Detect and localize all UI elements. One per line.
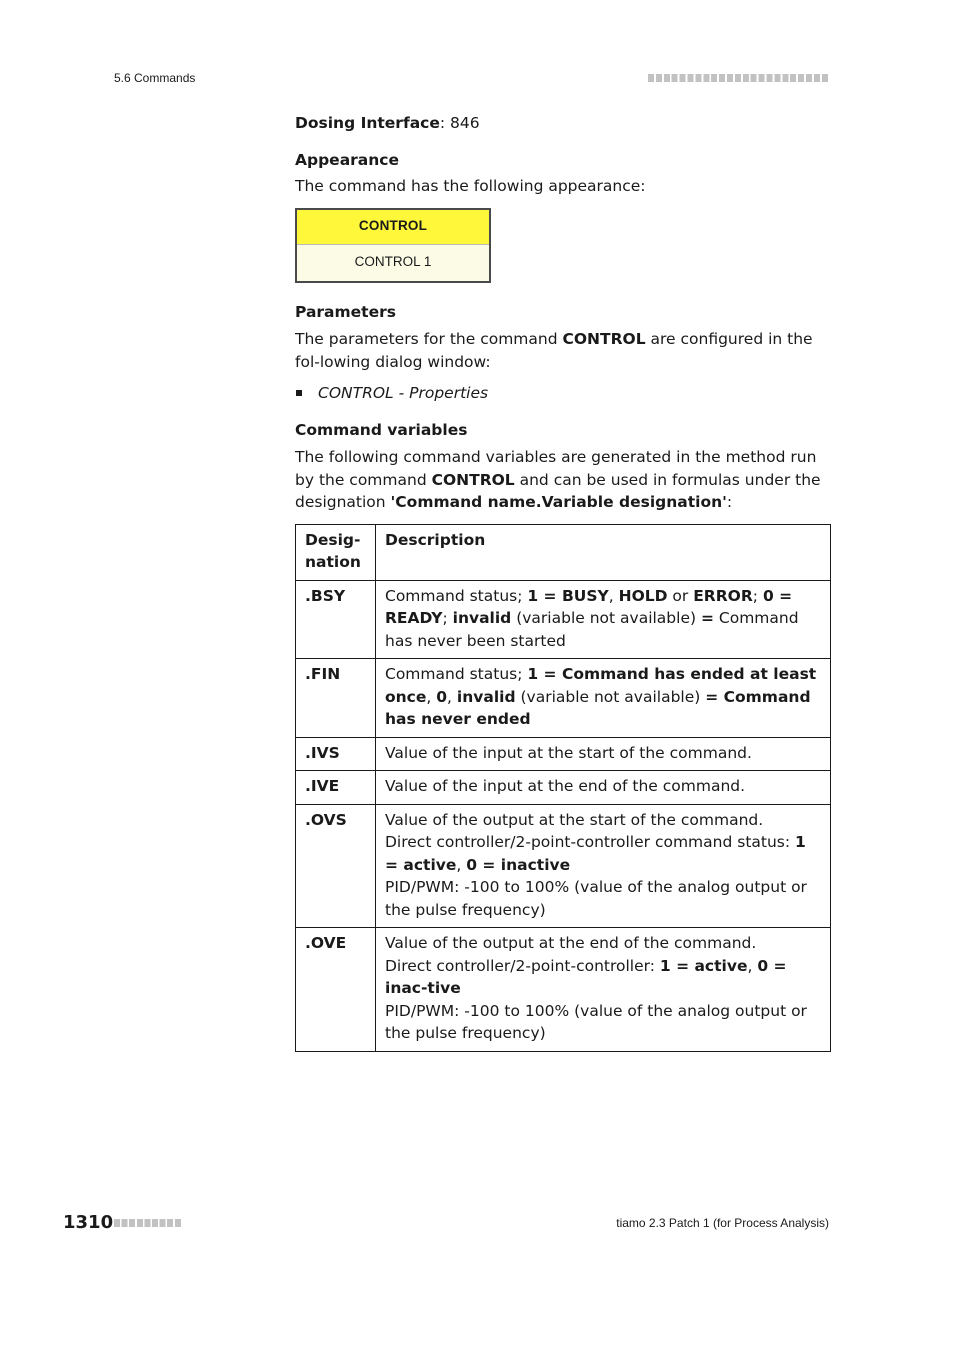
description-cell: Command status; 1 = Command has ended at least once, 0, invalid (variable not available) = Command has never ended [376, 659, 831, 738]
command-variables-table [295, 524, 831, 1052]
page-content [295, 112, 831, 1052]
appearance-heading: Appearance [295, 150, 399, 169]
page-number: 1310 [63, 1212, 114, 1233]
header-decoration-dots [648, 74, 829, 82]
document-title: tiamo 2.3 Patch 1 (for Process Analysis) [616, 1216, 829, 1230]
dosing-interface-line: Dosing Interface: 846 [295, 114, 480, 132]
command-appearance-box [295, 208, 491, 283]
command-box-name: CONTROL 1 [297, 245, 489, 281]
appearance-text: The command has the following appearance: [295, 177, 646, 195]
table-row [296, 737, 831, 771]
description-cell: Value of the input at the end of the command. [376, 771, 831, 805]
bullet-square-icon [296, 390, 302, 396]
description-cell: Command status; 1 = BUSY, HOLD or ERROR; 0 = READY; invalid (variable not available) = Command has never been started [376, 580, 831, 659]
table-row [296, 804, 831, 928]
designation-cell: .IVE [296, 771, 376, 805]
running-header-section: 5.6 Commands [114, 71, 196, 85]
table-row [296, 659, 831, 738]
command-variables-text: The following command variables are generated in the method run by the command CONTROL and can be used in formulas under the designation 'Command name.Variable designation': [295, 448, 821, 511]
col-designation-header: Desig-nation [296, 524, 376, 580]
parameters-text: The parameters for the command CONTROL are configured in the fol-lowing dialog window: [295, 330, 813, 371]
table-row [296, 580, 831, 659]
description-cell: Value of the input at the start of the command. [376, 737, 831, 771]
table-row [296, 928, 831, 1052]
designation-cell: .FIN [296, 659, 376, 738]
footer-decoration-dots [114, 1219, 182, 1227]
designation-cell: .OVS [296, 804, 376, 928]
table-row [296, 771, 831, 805]
bullet-item-properties: CONTROL - Properties [295, 382, 831, 405]
designation-cell: .IVS [296, 737, 376, 771]
description-cell: Value of the output at the end of the command. Direct controller/2-point-controller: 1 = active, 0 = inac-tive PID/PWM: -100 to 100% (value of the analog output or the pulse frequency) [376, 928, 831, 1052]
designation-cell: .BSY [296, 580, 376, 659]
command-variables-heading: Command variables [295, 420, 468, 439]
table-header-row [296, 524, 831, 580]
description-cell: Value of the output at the start of the command. Direct controller/2-point-controller command status: 1 = active, 0 = inactive PID/PWM: -100 to 100% (value of the analog output or the pulse frequency) [376, 804, 831, 928]
designation-cell: .OVE [296, 928, 376, 1052]
command-box-title: CONTROL [297, 210, 489, 245]
parameters-heading: Parameters [295, 302, 396, 321]
col-description-header: Description [376, 524, 831, 580]
